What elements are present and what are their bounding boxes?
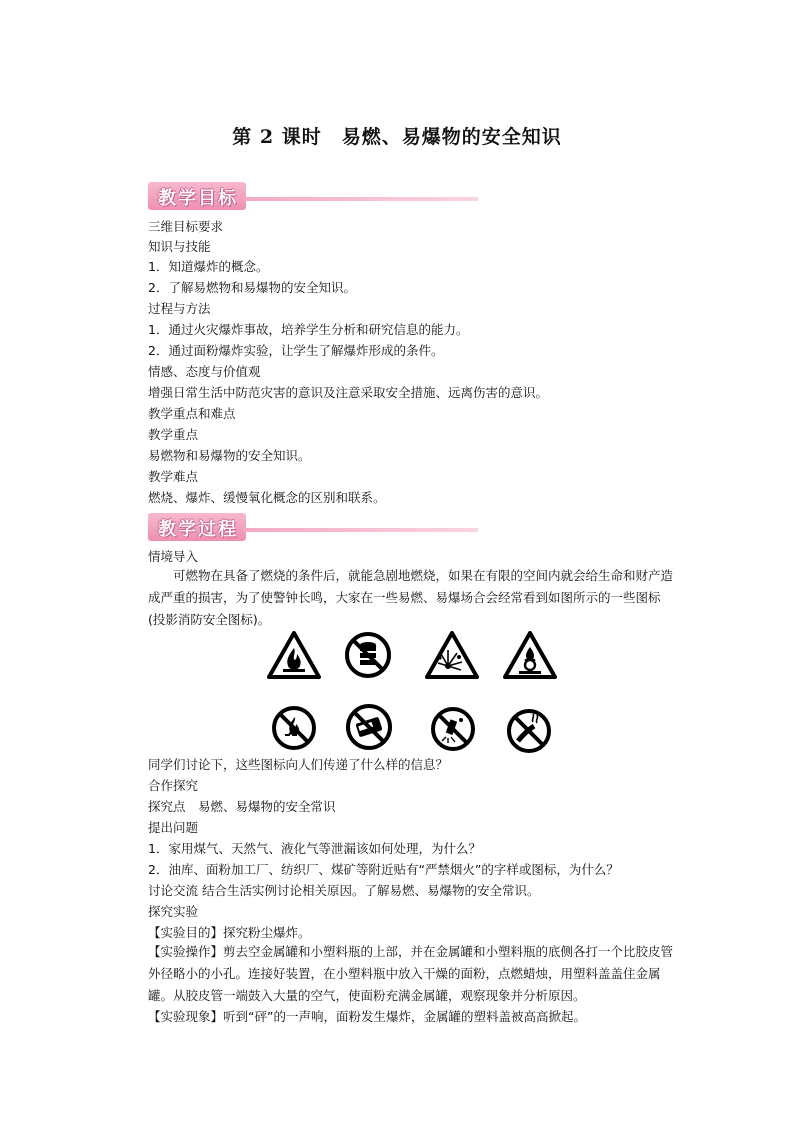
text-line: 增强日常生活中防范灾害的意识及注意采取安全措施、远离伤害的意识。 xyxy=(148,385,549,400)
text-line: 合作探究 xyxy=(148,778,199,793)
no-smoking-icon xyxy=(506,708,552,754)
oxidizer-icon xyxy=(502,630,558,680)
text-line: 情感、态度与价值观 xyxy=(148,364,261,379)
text-line: 1．知道爆炸的概念。 xyxy=(148,259,269,274)
text-line: 探究点 易燃、易爆物的安全常识 xyxy=(148,799,336,814)
page-title: 第 2 课时 易燃、易爆物的安全知识 xyxy=(232,126,562,148)
text-line: 2．了解易燃物和易爆物的安全知识。 xyxy=(148,280,356,295)
text-line: 教学重点 xyxy=(148,427,199,442)
text-line: 同学们讨论下，这些图标向人们传递了什么样的信息？ xyxy=(148,757,449,772)
text-line: 【实验目的】探究粉尘爆炸。 xyxy=(148,925,311,940)
text-line: 情境导入 xyxy=(148,549,199,564)
text-line: 2．通过面粉爆炸实验，让学生了解爆炸形成的条件。 xyxy=(148,343,444,358)
section-banner-label: 教学过程 xyxy=(158,519,238,540)
section-banner-goals xyxy=(148,182,478,210)
text-line: 1．家用煤气、天然气、液化气等泄漏该如何处理，为什么？ xyxy=(148,841,481,856)
text-line: 讨论交流 结合生活实例讨论相关原因。了解易燃、易爆物的安全常识。 xyxy=(148,883,540,898)
text-line: 易燃物和易爆物的安全知识。 xyxy=(148,448,311,463)
flammable-icon xyxy=(266,630,322,680)
section-banner-label: 教学目标 xyxy=(158,188,238,209)
text-line: 知识与技能 xyxy=(148,239,211,254)
text-line: 教学难点 xyxy=(148,469,199,484)
no-fireworks-icon xyxy=(430,706,476,752)
no-matches-icon xyxy=(345,703,393,751)
experiment-operation-paragraph: 【实验操作】剪去空金属罐和小塑料瓶的上部，并在金属罐和小塑料瓶的底侧各打一个比胶皮管外径略小的小孔。连接好装置，在小塑料瓶中放入干燥的面粉，点燃蜡烛，用塑料盖盖住金属罐。从胶皮管一端鼓入大量的空气，使面粉充满金属罐，观察现象并分析原因。 xyxy=(148,944,674,1003)
text-line: 教学重点和难点 xyxy=(148,406,236,421)
section-banner-process xyxy=(148,513,478,541)
intro-paragraph: 可燃物在具备了燃烧的条件后，就能急剧地燃烧，如果在有限的空间内就会给生命和财产造成严重的损害，为了使警钟长鸣，大家在一些易燃、易爆场合会经常看到如图所示的一些图标(投影消防安全图标)。 xyxy=(148,568,674,627)
explosive-icon xyxy=(424,630,480,680)
text-line: 过程与方法 xyxy=(148,301,211,316)
no-oil-drum-icon xyxy=(344,631,392,679)
text-line: 提出问题 xyxy=(148,820,199,835)
text-line: 1．通过火灾爆炸事故，培养学生分析和研究信息的能力。 xyxy=(148,322,469,337)
no-fire-icon xyxy=(271,705,317,751)
text-line: 三维目标要求 xyxy=(148,219,224,234)
text-line: 探究实验 xyxy=(148,904,199,919)
text-line: 【实验现象】听到“砰”的一声响，面粉发生爆炸，金属罐的塑料盖被高高掀起。 xyxy=(148,1009,586,1024)
text-line: 2．油库、面粉加工厂、纺织厂、煤矿等附近贴有“严禁烟火”的字样或图标，为什么？ xyxy=(148,862,619,877)
text-line: 燃烧、爆炸、缓慢氧化概念的区别和联系。 xyxy=(148,490,386,505)
